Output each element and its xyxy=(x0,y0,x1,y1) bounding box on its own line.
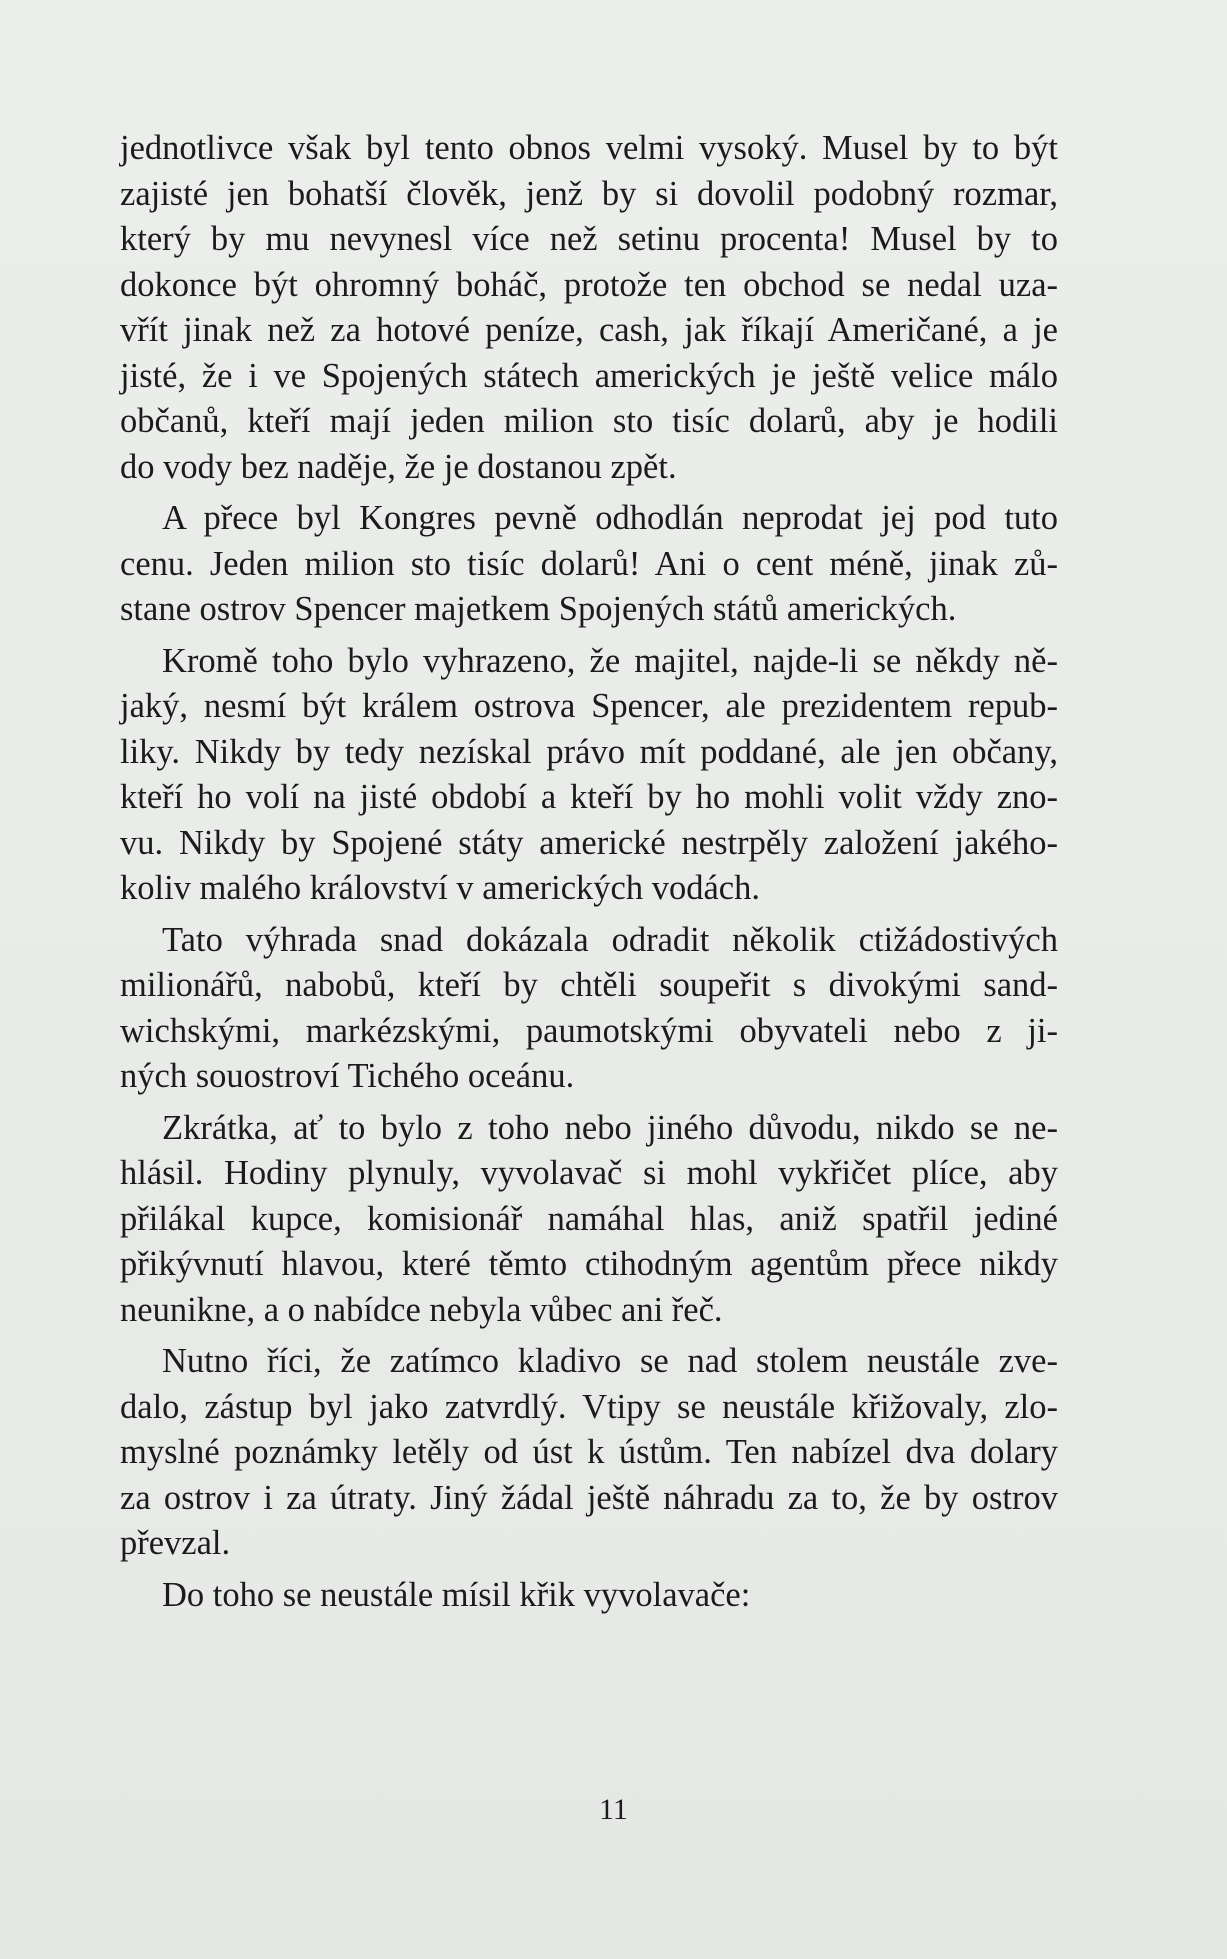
paragraph xyxy=(120,1573,1058,1619)
text-line: přilákal kupce, komisionář namáhal hlas, aniž spatřil jediné xyxy=(120,1199,1058,1238)
text-line: dalo, zástup byl jako zatvrdlý. Vtipy se neustále křižovaly, zlo- xyxy=(120,1387,1058,1426)
text-line: Tato výhrada snad dokázala odradit několik ctižádostivých xyxy=(162,920,1058,959)
text-line: myslné poznámky letěly od úst k ústům. Ten nabízel dva dolary xyxy=(120,1433,1058,1471)
text-line: který by mu nevynesl více než setinu procenta! Musel by to xyxy=(120,220,1058,258)
paragraph xyxy=(120,639,1058,912)
text-line: Kromě toho bylo vyhrazeno, že majitel, najde-li se někdy ně- xyxy=(162,641,1058,680)
text-line: Zkrátka, ať to bylo z toho nebo jiného důvodu, nikdo se ne- xyxy=(162,1108,1058,1147)
text-line: převzal. xyxy=(120,1524,231,1562)
text-line: wichskými, markézskými, paumotskými obyvateli nebo z ji- xyxy=(120,1011,1058,1050)
text-line: do vody bez naděje, že je dostanou zpět. xyxy=(120,447,677,486)
text-line: milionářů, nabobů, kteří by chtěli soupeřit s divokými sand- xyxy=(120,966,1058,1004)
text-line: jisté, že i ve Spojených státech amerických je ještě velice málo xyxy=(120,356,1058,395)
text-line: za ostrov i za útraty. Jiný žádal ještě náhradu za to, že by ostrov xyxy=(120,1478,1058,1517)
text-line: stane ostrov Spencer majetkem Spojených států amerických. xyxy=(120,590,957,628)
text-line: Do toho se neustále mísil křik vyvolavače: xyxy=(162,1575,751,1614)
text-line: dokonce být ohromný boháč, protože ten obchod se nedal uza- xyxy=(120,265,1058,304)
page-number: 11 xyxy=(599,1793,628,1826)
text-line: Nutno říci, že zatímco kladivo se nad stolem neustále zve- xyxy=(162,1342,1058,1380)
text-line: liky. Nikdy by tedy nezískal právo mít poddané, ale jen občany, xyxy=(120,732,1058,771)
paragraph xyxy=(120,496,1058,633)
text-line: vřít jinak než za hotové peníze, cash, jak říkají Američané, a je xyxy=(120,311,1058,349)
paragraph xyxy=(120,1339,1058,1567)
text-line: přikývnutí hlavou, které těmto ctihodným agentům přece nikdy xyxy=(120,1245,1058,1283)
body-text xyxy=(120,126,1058,1624)
paragraph xyxy=(120,918,1058,1100)
text-line: A přece byl Kongres pevně odhodlán neprodat jej pod tuto xyxy=(162,499,1058,537)
paragraph xyxy=(120,1106,1058,1334)
text-line: kteří ho volí na jisté období a kteří by ho mohli volit vždy zno- xyxy=(120,778,1058,816)
text-line: cenu. Jeden milion sto tisíc dolarů! Ani o cent méně, jinak zů- xyxy=(120,544,1058,583)
text-line: neunikne, a o nabídce nebyla vůbec ani řeč. xyxy=(120,1290,723,1329)
text-line: vu. Nikdy by Spojené státy americké nestrpěly založení jakého- xyxy=(120,823,1058,862)
text-line: zajisté jen bohatší člověk, jenž by si dovolil podobný rozmar, xyxy=(120,174,1058,213)
text-line: hlásil. Hodiny plynuly, vyvolavač si mohl vykřičet plíce, aby xyxy=(120,1154,1058,1192)
text-line: jednotlivce však byl tento obnos velmi vysoký. Musel by to být xyxy=(120,129,1058,167)
text-line: jaký, nesmí být králem ostrova Spencer, ale prezidentem repub- xyxy=(120,687,1058,725)
text-line: koliv malého království v amerických vodách. xyxy=(120,869,760,907)
text-line: ných souostroví Tichého oceánu. xyxy=(120,1057,575,1095)
paragraph xyxy=(120,126,1058,490)
text-line: občanů, kteří mají jeden milion sto tisíc dolarů, aby je hodili xyxy=(120,402,1058,440)
